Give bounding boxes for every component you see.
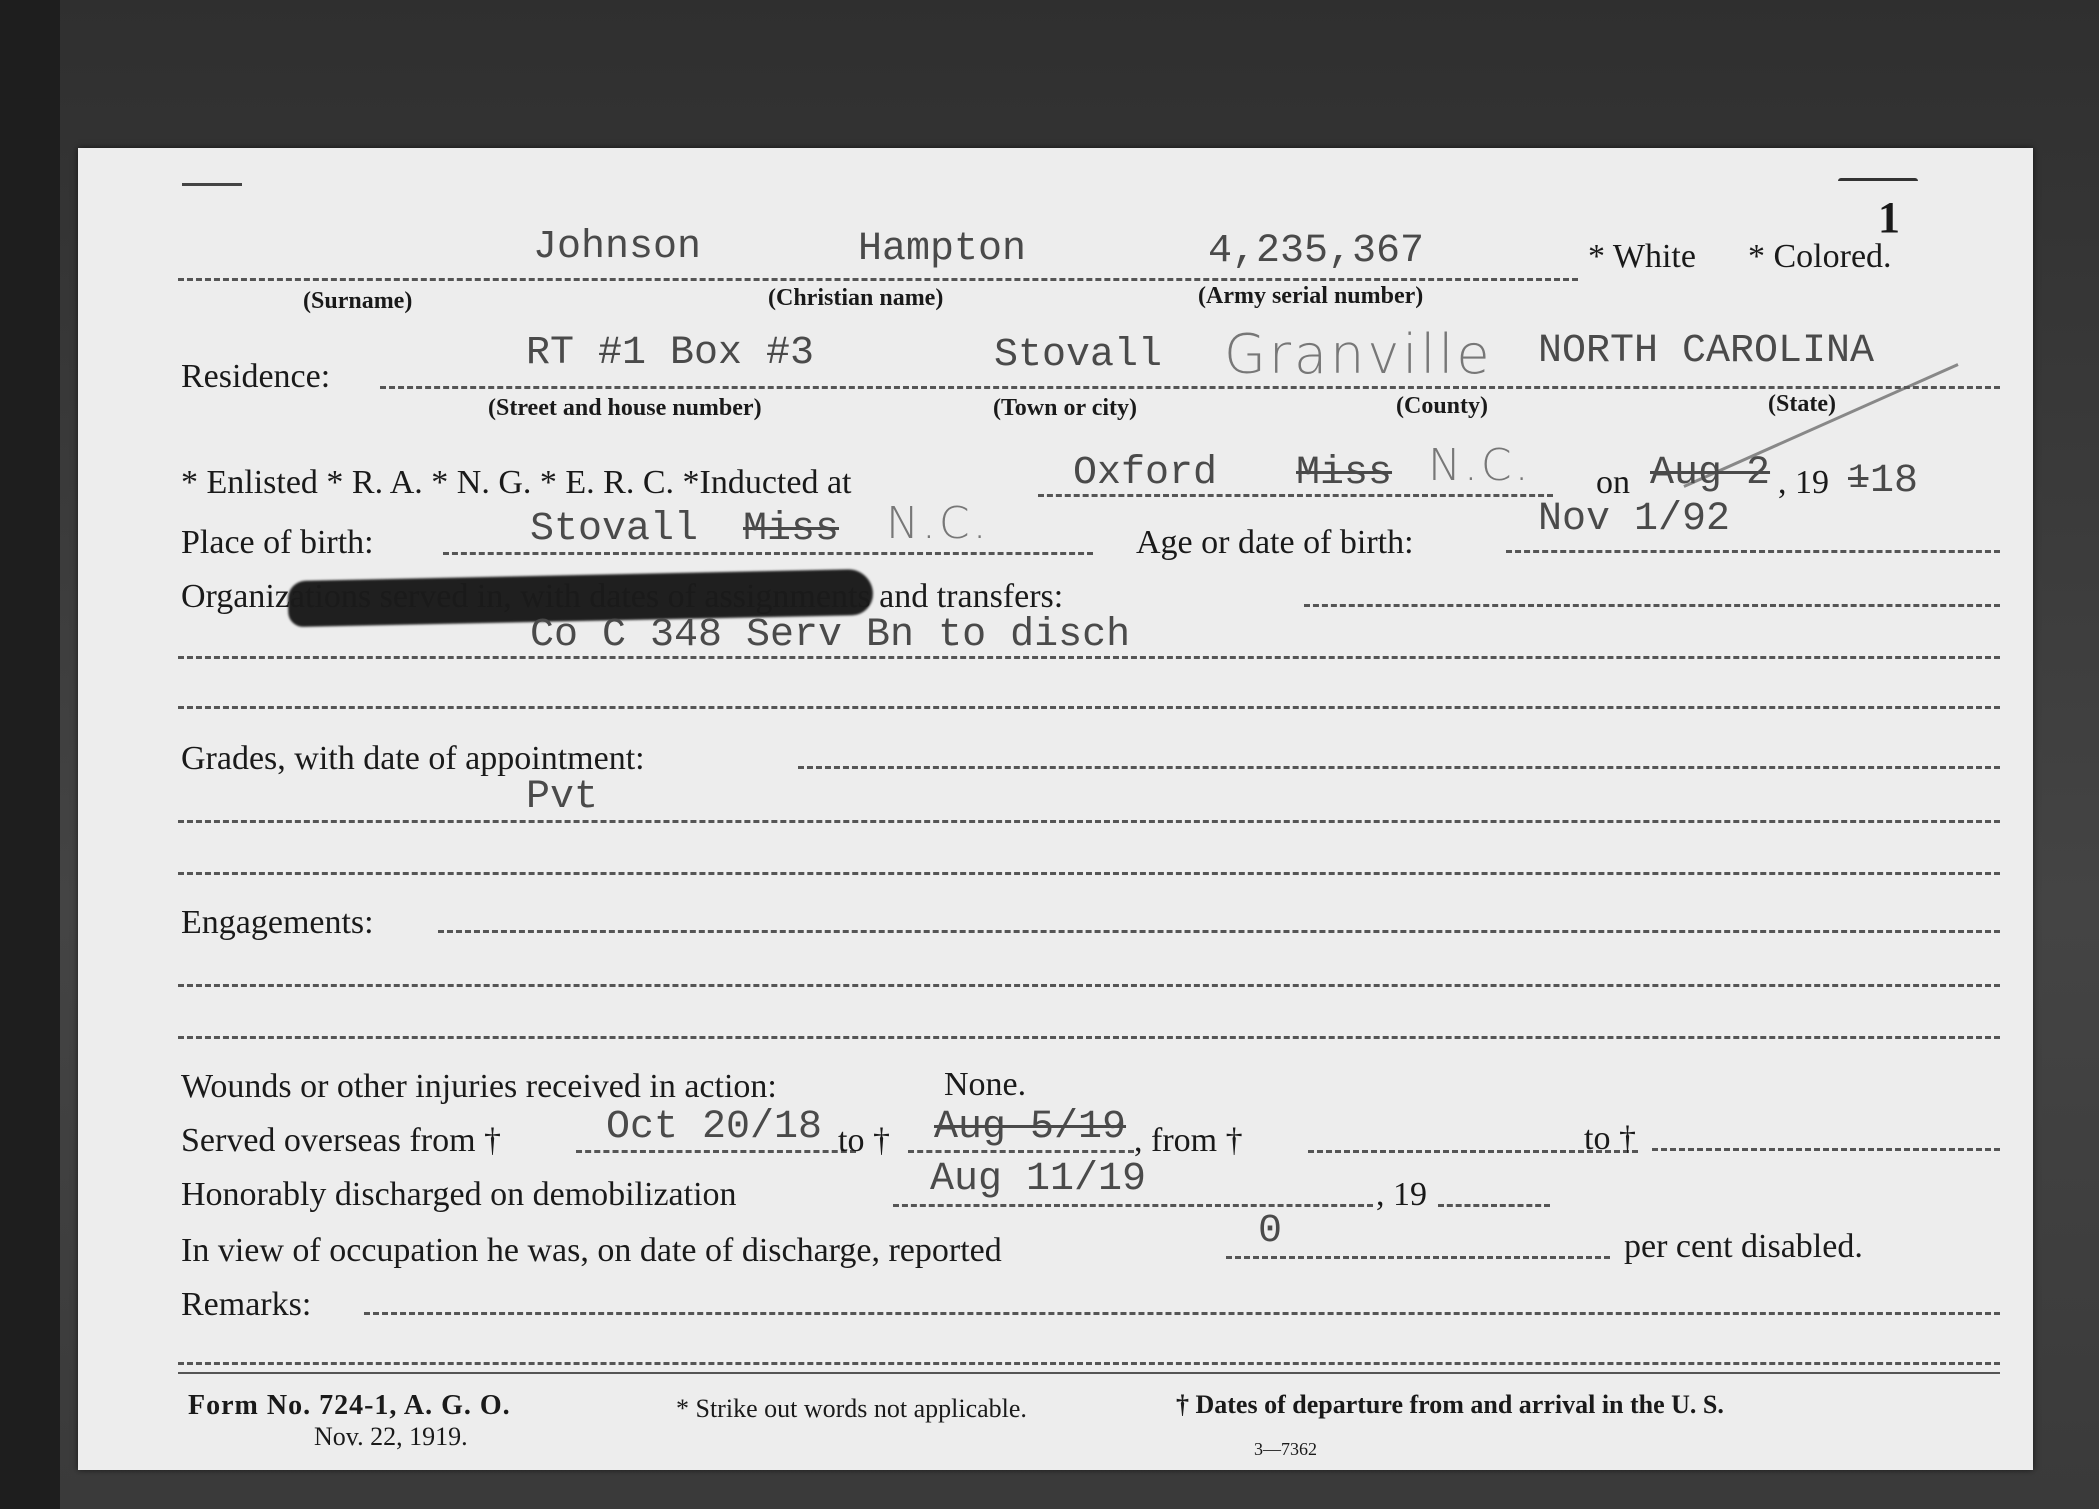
state-value: NORTH CAROLINA [1538,329,1875,374]
street-caption: (Street and house number) [488,395,762,421]
state-caption: (State) [1768,391,1836,417]
remarks-line-1 [364,1312,2000,1315]
residence-line [380,386,2000,389]
induction-date: Aug 2 [1650,451,1771,496]
engagements-label: Engagements: [181,904,374,941]
discharge-year-line [1438,1204,1550,1207]
surname-caption: (Surname) [303,288,413,314]
overseas-from-line [576,1150,856,1153]
birth-place-value: Stovall [530,507,699,552]
form-date: Nov. 22, 1919. [314,1422,468,1451]
induction-place: Oxford [1073,451,1218,496]
birth-date-label: Age or date of birth: [1136,524,1414,561]
footer-rule [178,1372,2000,1374]
discharge-label: Honorably discharged on demobilization [181,1176,737,1213]
name-line [178,278,1578,281]
county-caption: (County) [1396,393,1489,419]
christian-name-value: Hampton [858,227,1027,272]
wounds-value: None. [944,1066,1027,1103]
surname-value: Johnson [533,225,702,270]
induction-on-label: on [1596,464,1630,501]
overseas-to2-label: to † [1584,1120,1636,1157]
discharge-date: Aug 11/19 [930,1157,1147,1202]
birth-place-label: Place of birth: [181,524,374,561]
town-value: Stovall [994,333,1163,378]
discharge-line [893,1204,1373,1207]
induction-year-prefix: , 19 [1778,464,1829,501]
organizations-value: Co C 348 Serv Bn to disch [530,613,1131,658]
overseas-to-value: Aug 5/19 [934,1105,1127,1150]
grades-label: Grades, with date of appointment: [181,740,645,777]
induction-prefix: * Enlisted * R. A. * N. G. * E. R. C. *Inducted at [181,464,852,501]
overseas-to-line [908,1150,1134,1153]
remarks-line-2 [178,1362,2000,1365]
street-value: RT #1 Box #3 [526,331,815,376]
corner-rule [182,183,242,186]
residence-label: Residence: [181,358,331,395]
induction-place-line [1038,494,1553,497]
birth-place-hand: N.C. [886,498,990,549]
birth-place-line [443,552,1093,555]
grades-value: Pvt [526,775,599,820]
induction-year: 18 [1870,459,1919,504]
grades-line-2 [178,820,2000,823]
grades-line-1 [798,766,2000,769]
strike-note: * Strike out words not applicable. [676,1394,1027,1423]
record-card [78,148,2033,1470]
birth-date-line [1506,550,2000,553]
number-arc [1838,178,1918,181]
engagements-line-2 [178,984,2000,987]
disability-label: In view of occupation he was, on date of discharge, reported [181,1232,1002,1269]
dates-note: † Dates of departure from and arrival in the U. S. [1176,1390,1724,1419]
organizations-line-3 [178,706,2000,709]
engagements-line-3 [178,1036,2000,1039]
print-code: 3—7362 [1254,1439,1317,1459]
christian-caption: (Christian name) [768,285,944,311]
county-value: Granville [1224,323,1493,386]
wounds-label: Wounds or other injuries received in action: [181,1068,777,1105]
card-number: 1 [1878,193,1900,242]
disability-suffix: per cent disabled. [1624,1228,1863,1265]
overseas-to-label: to † [838,1122,890,1159]
form-number: Form No. 724-1, A. G. O. [188,1390,511,1421]
disability-value: 0 [1258,1209,1283,1254]
organizations-label: Organizations served in, with dates of assignments and transfers: [181,578,1064,615]
serial-number-value: 4,235,367 [1208,229,1425,274]
induction-place-struck: Miss [1296,451,1393,496]
birth-date-value: Nov 1/92 [1538,497,1731,542]
organizations-line-1 [1304,604,2000,607]
serial-caption: (Army serial number) [1198,283,1424,309]
induction-place-hand: N.C. [1428,440,1532,491]
overseas-from2-label: , from † [1134,1122,1243,1159]
discharge-year-label: , 19 [1376,1176,1427,1213]
organizations-line-2 [178,656,2000,659]
town-caption: (Town or city) [993,395,1137,421]
induction-year-struck: 1 [1848,460,1869,498]
disability-line [1226,1256,1610,1259]
remarks-label: Remarks: [181,1286,312,1323]
overseas-from-value: Oct 20/18 [606,1105,823,1150]
race-colored: * Colored. [1748,238,1892,275]
overseas-to2-line [1652,1148,2000,1151]
race-white: * White [1588,238,1696,275]
engagements-line-1 [438,930,2000,933]
scan-edge [0,0,60,1509]
birth-place-struck: Miss [743,507,840,552]
grades-line-3 [178,872,2000,875]
overseas-from-label: Served overseas from † [181,1122,502,1159]
